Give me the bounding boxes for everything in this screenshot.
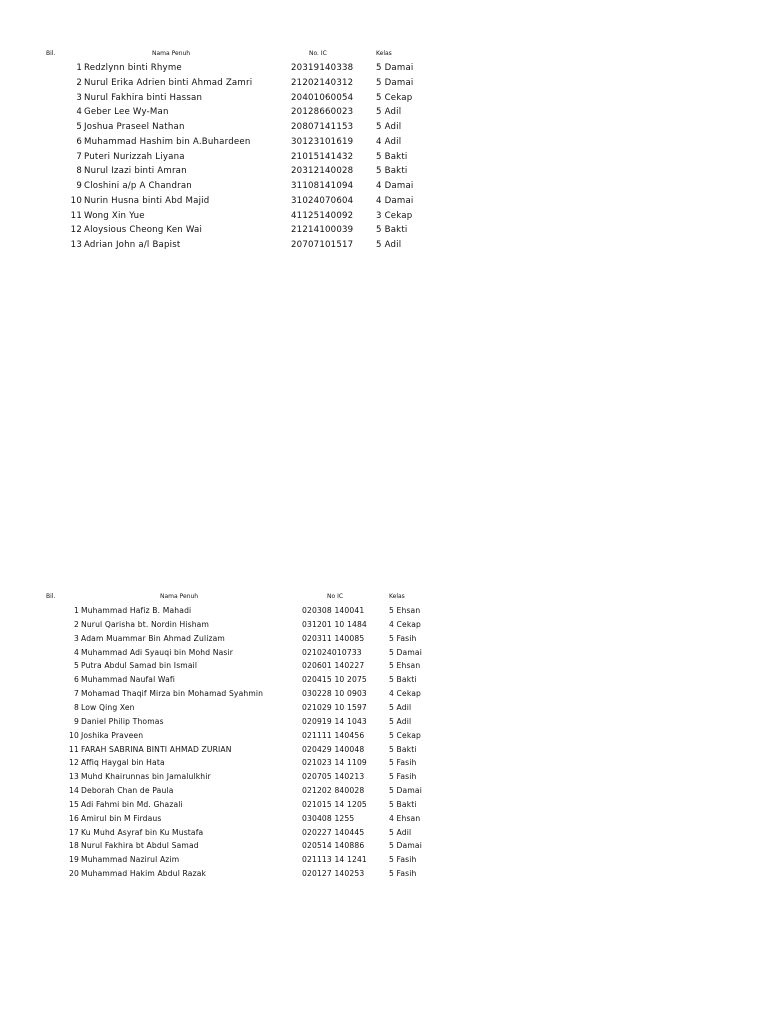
- table-row: [0, 179, 768, 194]
- table-row: [0, 867, 768, 881]
- ic-number: 20807141153: [291, 122, 354, 132]
- table-row: [0, 839, 768, 853]
- row-number: 18: [69, 841, 79, 851]
- student-name: Joshua Praseel Nathan: [84, 122, 185, 132]
- header-nama-penuh: Nama Penuh: [160, 593, 199, 600]
- ic-number: 020415 10 2075: [302, 675, 367, 685]
- class-name: 4 Damai: [376, 181, 414, 191]
- ic-number: 030228 10 0903: [302, 689, 367, 699]
- table-row: [0, 701, 768, 715]
- table-row: [0, 135, 768, 150]
- ic-number: 021015 14 1205: [302, 799, 367, 809]
- student-name: Nurul Fakhira binti Hassan: [84, 92, 203, 103]
- ic-number: 020601 140227: [302, 661, 365, 671]
- header-kelas: Kelas: [389, 593, 405, 600]
- row-number: 4: [74, 647, 79, 657]
- table-row: [0, 604, 768, 618]
- table-row: [0, 687, 768, 701]
- row-number: 11: [70, 210, 82, 221]
- row-number: 13: [70, 240, 82, 250]
- row-number: 7: [76, 151, 82, 162]
- row-number: 11: [69, 744, 79, 754]
- row-number: 14: [69, 786, 79, 796]
- student-name: Muhammad Naufal Wafi: [81, 675, 175, 685]
- ic-number: 020514 140886: [302, 841, 365, 851]
- table-row: [0, 76, 768, 91]
- table-row: [0, 826, 768, 840]
- ic-number: 30123101619: [291, 136, 354, 147]
- table-row: [0, 756, 768, 770]
- class-name: 5 Bakti: [389, 744, 417, 754]
- row-number: 8: [76, 166, 82, 177]
- class-name: 5 Damai: [389, 841, 422, 851]
- ic-number: 20128660023: [291, 107, 354, 118]
- ic-number: 21015141432: [291, 151, 354, 162]
- student-name: Geber Lee Wy-Man: [84, 107, 169, 118]
- student-name: Putra Abdul Samad bin Ismail: [81, 661, 198, 671]
- student-name: Nurul Qarisha bt. Nordin Hisham: [81, 619, 210, 629]
- class-name: 5 Damai: [389, 786, 422, 796]
- student-name: Mohamad Thaqif Mirza bin Mohamad Syahmin: [81, 689, 264, 699]
- row-number: 5: [76, 122, 82, 132]
- row-number: 2: [74, 619, 79, 629]
- student-name: Closhini a/p A Chandran: [84, 181, 192, 191]
- row-number: 3: [74, 633, 79, 643]
- row-number: 13: [69, 772, 79, 782]
- table-row: [0, 223, 768, 238]
- table-row: [0, 673, 768, 687]
- ic-number: 31024070604: [291, 195, 354, 206]
- student-name: Daniel Philip Thomas: [81, 716, 164, 726]
- class-name: 5 Adil: [389, 702, 412, 712]
- table-row: [0, 798, 768, 812]
- table-row: [0, 729, 768, 743]
- class-name: 3 Cekap: [376, 210, 413, 221]
- student-name: Amirul bin M Firdaus: [81, 813, 162, 823]
- ic-number: 20312140028: [291, 166, 354, 177]
- table-row: [0, 618, 768, 632]
- class-name: 5 Adil: [376, 240, 402, 250]
- student-name: Wong Xin Yue: [84, 210, 145, 221]
- student-name: Redzlynn binti Rhyme: [84, 63, 182, 73]
- ic-number: 020227 140445: [302, 827, 365, 837]
- row-number: 6: [76, 136, 82, 147]
- student-name: Muhammad Adi Syauqi bin Mohd Nasir: [81, 647, 234, 657]
- header-no-ic: No. IC: [309, 50, 327, 57]
- ic-number: 021113 14 1241: [302, 855, 367, 865]
- row-number: 9: [74, 716, 79, 726]
- table-row: [0, 150, 768, 165]
- table-row: [0, 784, 768, 798]
- table-row: [0, 632, 768, 646]
- student-name: Nurul Fakhira bt Abdul Samad: [81, 841, 199, 851]
- class-name: 5 Adil: [376, 107, 402, 118]
- table-row: [0, 770, 768, 784]
- row-number: 7: [74, 689, 79, 699]
- row-number: 19: [69, 855, 79, 865]
- student-name: Nurul Erika Adrien binti Ahmad Zamri: [84, 77, 253, 88]
- class-name: 5 Fasih: [389, 855, 417, 865]
- class-name: 5 Cekap: [389, 730, 422, 740]
- row-number: 1: [74, 606, 79, 615]
- class-name: 5 Fasih: [389, 869, 417, 879]
- ic-number: 020311 140085: [302, 633, 365, 643]
- table-row: [0, 91, 768, 106]
- class-name: 5 Ehsan: [389, 661, 421, 671]
- class-name: 5 Fasih: [389, 633, 417, 643]
- ic-number: 031201 10 1484: [302, 619, 367, 629]
- table-row: [0, 164, 768, 179]
- student-name: Muhammad Nazirul Azim: [81, 855, 180, 865]
- table-row: [0, 853, 768, 867]
- table-row: [0, 659, 768, 673]
- table-row: [0, 105, 768, 120]
- row-number: 1: [76, 63, 82, 73]
- class-name: 4 Cekap: [389, 689, 422, 699]
- ic-number: 021202 840028: [302, 786, 365, 796]
- ic-number: 21214100039: [291, 225, 354, 236]
- header-nama-penuh: Nama Penuh: [152, 50, 191, 57]
- header-kelas: Kelas: [376, 50, 392, 57]
- ic-number: 20319140338: [291, 63, 354, 73]
- row-number: 17: [69, 827, 79, 837]
- student-name: Muhammad Hafiz B. Mahadi: [81, 606, 192, 615]
- row-number: 12: [69, 758, 79, 768]
- header-bil: Bil.: [46, 50, 56, 57]
- student-name: Nurul Izazi binti Amran: [84, 166, 187, 177]
- row-number: 4: [76, 107, 82, 118]
- table-row: [0, 209, 768, 224]
- class-name: 5 Damai: [389, 647, 422, 657]
- student-name: Adrian John a/l Bapist: [84, 240, 181, 250]
- ic-number: 021023 14 1109: [302, 758, 367, 768]
- class-name: 5 Bakti: [389, 675, 417, 685]
- student-name: Adi Fahmi bin Md. Ghazali: [81, 799, 183, 809]
- student-name: Ku Muhd Asyraf bin Ku Mustafa: [81, 827, 204, 837]
- ic-number: 020308 140041: [302, 606, 365, 615]
- student-name: Muhd Khairunnas bin Jamalulkhir: [81, 772, 211, 782]
- student-name: Joshika Praveen: [81, 730, 144, 740]
- row-number: 6: [74, 675, 79, 685]
- ic-number: 020127 140253: [302, 869, 365, 879]
- header-no-ic: No IC: [327, 593, 344, 600]
- table-row: [0, 120, 768, 135]
- table-row: [0, 238, 768, 253]
- row-number: 15: [69, 799, 79, 809]
- class-name: 5 Adil: [389, 716, 412, 726]
- row-number: 5: [74, 661, 79, 671]
- row-number: 10: [70, 195, 82, 206]
- table-row: [0, 812, 768, 826]
- row-number: 2: [76, 77, 82, 88]
- class-name: 4 Damai: [376, 195, 414, 206]
- student-name: Aloysious Cheong Ken Wai: [84, 225, 203, 236]
- row-number: 8: [74, 702, 79, 712]
- student-name: Adam Muammar Bin Ahmad Zulizam: [81, 633, 225, 643]
- table-row: [0, 194, 768, 209]
- class-name: 4 Adil: [376, 136, 402, 147]
- ic-number: 41125140092: [291, 210, 354, 221]
- ic-number: 020429 140048: [302, 744, 365, 754]
- ic-number: 020705 140213: [302, 772, 365, 782]
- row-number: 3: [76, 92, 82, 103]
- student-name: FARAH SABRINA BINTI AHMAD ZURIAN: [81, 744, 232, 754]
- class-name: 5 Bakti: [376, 166, 408, 177]
- student-name: Deborah Chan de Paula: [81, 786, 174, 796]
- student-name: Muhammad Hakim Abdul Razak: [81, 869, 207, 879]
- ic-number: 021111 140456: [302, 730, 365, 740]
- class-name: 5 Fasih: [389, 772, 417, 782]
- ic-number: 021029 10 1597: [302, 702, 367, 712]
- class-name: 5 Bakti: [376, 151, 408, 162]
- class-name: 5 Ehsan: [389, 606, 421, 615]
- class-name: 5 Damai: [376, 77, 414, 88]
- header-bil: Bil.: [46, 593, 56, 600]
- class-name: 5 Adil: [376, 122, 402, 132]
- student-name: Affiq Haygal bin Hata: [81, 758, 165, 768]
- row-number: 9: [76, 181, 82, 191]
- class-name: 5 Bakti: [376, 225, 408, 236]
- student-name: Muhammad Hashim bin A.Buhardeen: [84, 136, 251, 147]
- ic-number: 20401060054: [291, 92, 354, 103]
- row-number: 16: [69, 813, 79, 823]
- student-name: Puteri Nurizzah Liyana: [84, 151, 185, 162]
- ic-number: 31108141094: [291, 181, 354, 191]
- ic-number: 030408 1255: [302, 813, 355, 823]
- table-row: [0, 61, 768, 76]
- row-number: 10: [69, 730, 79, 740]
- ic-number: 020919 14 1043: [302, 716, 367, 726]
- class-name: 5 Adil: [389, 827, 412, 837]
- table-row: [0, 715, 768, 729]
- class-name: 5 Fasih: [389, 758, 417, 768]
- student-name: Low Qing Xen: [81, 702, 135, 712]
- ic-number: 21202140312: [291, 77, 354, 88]
- ic-number: 20707101517: [291, 240, 354, 250]
- table-row: [0, 646, 768, 660]
- class-name: 4 Cekap: [389, 619, 422, 629]
- class-name: 5 Cekap: [376, 92, 413, 103]
- student-name: Nurin Husna binti Abd Majid: [84, 195, 210, 206]
- class-name: 5 Damai: [376, 63, 414, 73]
- row-number: 20: [69, 869, 79, 879]
- table-row: [0, 743, 768, 757]
- class-name: 5 Bakti: [389, 799, 417, 809]
- ic-number: 021024010733: [302, 647, 362, 657]
- row-number: 12: [70, 225, 82, 236]
- class-name: 4 Ehsan: [389, 813, 421, 823]
